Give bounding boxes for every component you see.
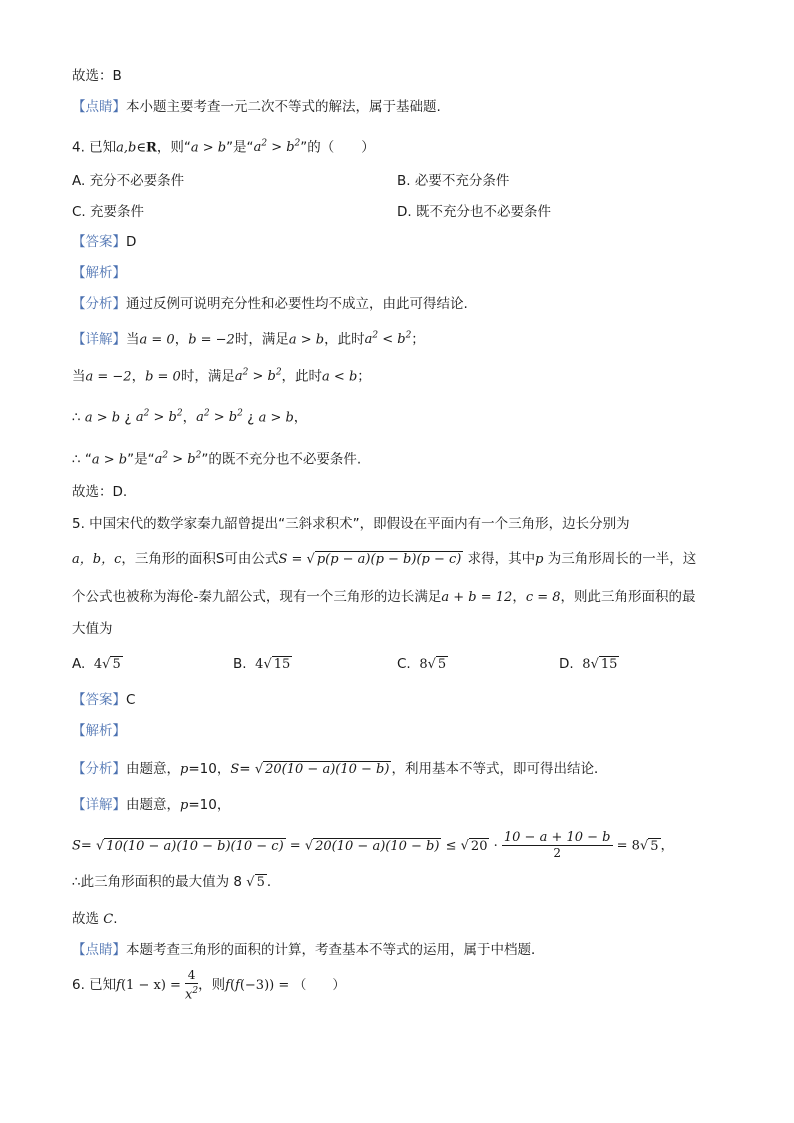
answer-selection-3: 故选：B [72, 68, 122, 84]
analysis-4: 【分析】通过反例可说明充分性和必要性均不成立，由此可得结论. [72, 296, 468, 312]
q4-option-d: D. 既不充分也不必要条件 [397, 204, 551, 220]
detail-4-line2: 当a = −2，b = 0时，满足$a^2 > b^2$，此时a < b； [72, 368, 371, 385]
q4-real-set: R [146, 140, 157, 156]
comment-tag: 【点睛】 [72, 99, 126, 115]
answer-4 [72, 232, 136, 252]
q4-cond1: a > b [190, 140, 227, 156]
q4-option-a: A. 充分不必要条件 [72, 173, 185, 189]
fraction-4-over-x2: $\frac{4}{x^2}$ [185, 968, 199, 1003]
answer-5: 【答案】C [72, 692, 136, 708]
question-4 [72, 134, 375, 158]
answer-value: D [126, 234, 137, 250]
analysis-5-heading: 【解析】 [72, 723, 126, 739]
question-5-line4: 大值为 [72, 621, 113, 637]
comment-text: 本小题主要考查一元二次不等式的解法，属于基础题. [126, 99, 441, 115]
detail-4-line1: 【详解】当a = 0，b = −2时，满足a > b，此时$a^2 < b^2$； [72, 331, 425, 348]
q5-option-b: B. 4√ 15 [233, 656, 291, 672]
answer-selection-4: 故选：D. [72, 484, 128, 500]
question-5-line1: 5. 中国宋代的数学家秦九韶曾提出“三斜求积术”，即假设在平面内有一个三角形，边长分别为 [72, 516, 630, 532]
q5-option-c: C. 8√ 5 [397, 656, 447, 672]
answer-tag: 【答案】 [72, 234, 126, 250]
analysis-5: 【分析】由题意，p=10，S= √ 20(10 − a)(10 − b) ，利用基本不等式，即可得出结论． [72, 761, 608, 777]
detail-5-max: ∴此三角形面积的最大值为 8 √ 5 ． [72, 874, 281, 890]
comment-5: 【点睛】本题考查三角形的面积的计算，考查基本不等式的运用，属于中档题． [72, 942, 545, 958]
analysis-4-heading: 【解析】 [72, 265, 126, 281]
q4-option-c: C. 充要条件 [72, 204, 145, 220]
detail-5-line1: 【详解】由题意，p=10， [72, 797, 231, 813]
q5-option-a: A. 4√ 5 [72, 656, 121, 672]
q4-text: ”的（ ） [300, 139, 375, 156]
answer-selection-5: 故选 C. [72, 911, 118, 927]
q4-prefix: 4. 已知 [72, 139, 117, 156]
detail-4-line4: ∴ “a > b”是“$a^2 > b^2$”的既不充分也不必要条件. [72, 451, 362, 468]
question-5-line3: 个公式也被称为海伦-秦九韶公式，现有一个三角形的边长满足a + b = 12，c = 8，则此三角形面积的最 [72, 589, 696, 605]
q5-option-d: D. 8√ 15 [559, 656, 618, 672]
comment-3 [72, 97, 441, 117]
detail-5-equation: S= √ 10(10 − a)(10 − b)(10 − c) = √ 20(10 − a)(10 − b) ≤ √ 20 · $\frac{10 - a + 10 - b}{2}$ = 8√ 5 ， [72, 830, 675, 860]
question-6: 6. 已知f(1 − x) = $\frac{4}{x^2}$ ，则f(f(−3)) = （ ） [72, 968, 346, 1003]
question-5-line2: a，b，c，三角形的面积S可由公式S = √ p(p − a)(p − b)(p − c) 求得，其中p 为三角形周长的一半，这 [72, 551, 697, 567]
fraction: $\frac{10 - a + 10 - b}{2}$ [503, 830, 611, 860]
q4-vars: a,b [116, 140, 137, 156]
q4-cond2: $a^2 > b^2$ [253, 139, 301, 156]
q4-text: ，则“ [156, 139, 191, 156]
q4-text: ”是“ [226, 139, 254, 156]
q4-option-b: B. 必要不充分条件 [397, 173, 510, 189]
q4-in: ∈ [136, 140, 147, 156]
detail-4-line3: ∴ a > b ¿ $a^2 > b^2$，$a^2 > b^2$ ¿ a > b， [72, 409, 308, 426]
